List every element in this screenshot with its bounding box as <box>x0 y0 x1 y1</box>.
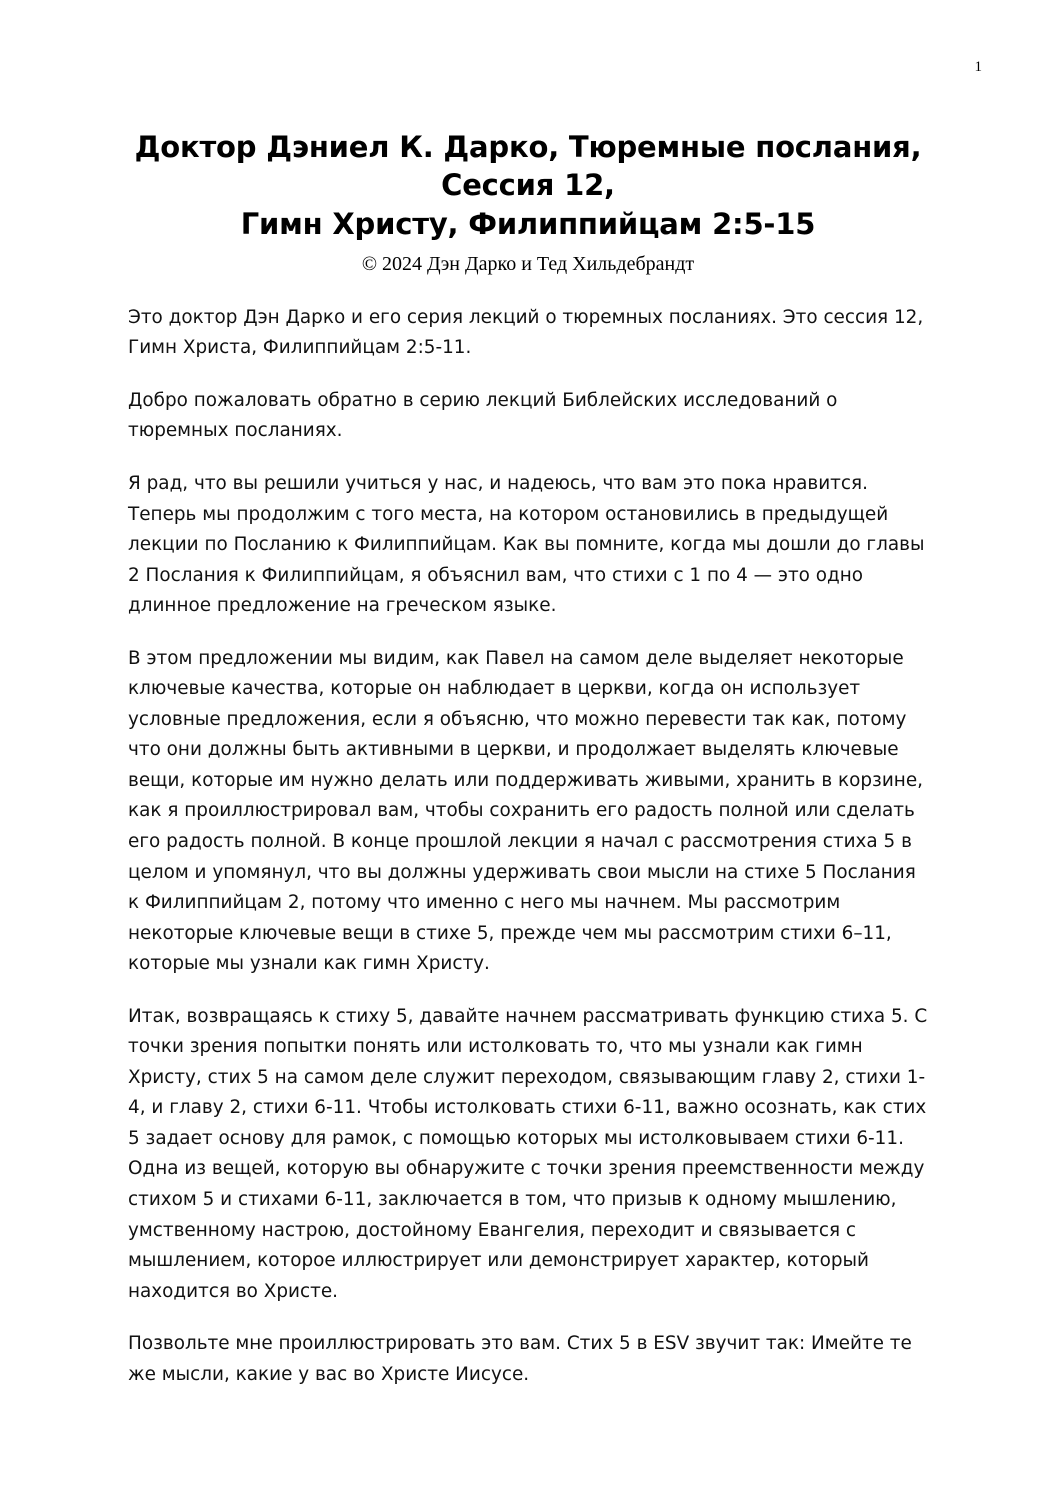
paragraph: В этом предложении мы видим, как Павел на самом деле выделяет некоторые ключевые качества, которые он наблюдает в церкви, когда он использует условные предложения, если я объясню, что можно перевести так как, потому что они должны быть активными в церкви, и продолжает выделять ключевые вещи, которые им нужно делать или поддерживать живыми, хранить в корзине, как я проиллюстрировал вам, чтобы сохранить его радость полной или сделать его радость полной. В конце прошлой лекции я начал с рассмотрения стиха 5 в целом и упомянул, что вы должны удерживать свои мысли на стихе 5 Послания к Филиппийцам 2, потому что именно с него мы начнем. Мы рассмотрим некоторые ключевые вещи в стихе 5, прежде чем мы рассмотрим стихи 6–11, которые мы узнали как гимн Христу. <box>128 647 923 975</box>
title-line-1: Доктор Дэниел К. Дарко, Тюремные послания, <box>134 130 922 164</box>
title-line-3: Гимн Христу, Филиппийцам 2:5-15 <box>240 206 816 241</box>
page-title <box>128 128 928 243</box>
body-text <box>128 303 928 1391</box>
paragraph: Позвольте мне проиллюстрировать это вам. Стих 5 в ESV звучит так: Имейте те же мысли, какие у вас во Христе Иисусе. <box>128 1333 912 1385</box>
copyright-line: © 2024 Дэн Дарко и Тед Хильдебрандт <box>361 252 695 275</box>
page-number: 1 <box>974 59 982 75</box>
paragraph: Добро пожаловать обратно в серию лекций Библейских исследований о тюремных посланиях. <box>128 389 838 442</box>
paragraph: Это доктор Дэн Дарко и его серия лекций о тюремных посланиях. Это сессия 12, Гимн Христа, Филиппийцам 2:5-11. <box>128 306 924 359</box>
paragraph: Итак, возвращаясь к стиху 5, давайте начнем рассматривать функцию стиха 5. С точки зрения попытки понять или истолковать то, что мы узнали как гимн Христу, стих 5 на самом деле служит переходом, связывающим главу 2, стихи 1-4, и главу 2, стихи 6-11. Чтобы истолковать стихи 6-11, важно осознать, как стих 5 задает основу для рамок, с помощью которых мы истолковываем стихи 6-11. Одна из вещей, которую вы обнаружите с точки зрения преемственности между стихом 5 и стихами 6-11, заключается в том, что призыв к одному мышлению, умственному настрою, достойному Евангелия, переходит и связывается с мышлением, которое иллюстрирует или демонстрирует характер, который находится во Христе. <box>128 1005 928 1302</box>
paragraph: Я рад, что вы решили учиться у нас, и надеюсь, что вам это пока нравится. Теперь мы продолжим с того места, на котором остановились в предыдущей лекции по Посланию к Филиппийцам. Как вы помните, когда мы дошли до главы 2 Послания к Филиппийцам, я объяснил вам, что стихи с 1 по 4 — это одно длинное предложение на греческом языке. <box>128 472 925 617</box>
title-line-2: Сессия 12, <box>441 168 615 203</box>
document-content <box>128 128 928 1412</box>
